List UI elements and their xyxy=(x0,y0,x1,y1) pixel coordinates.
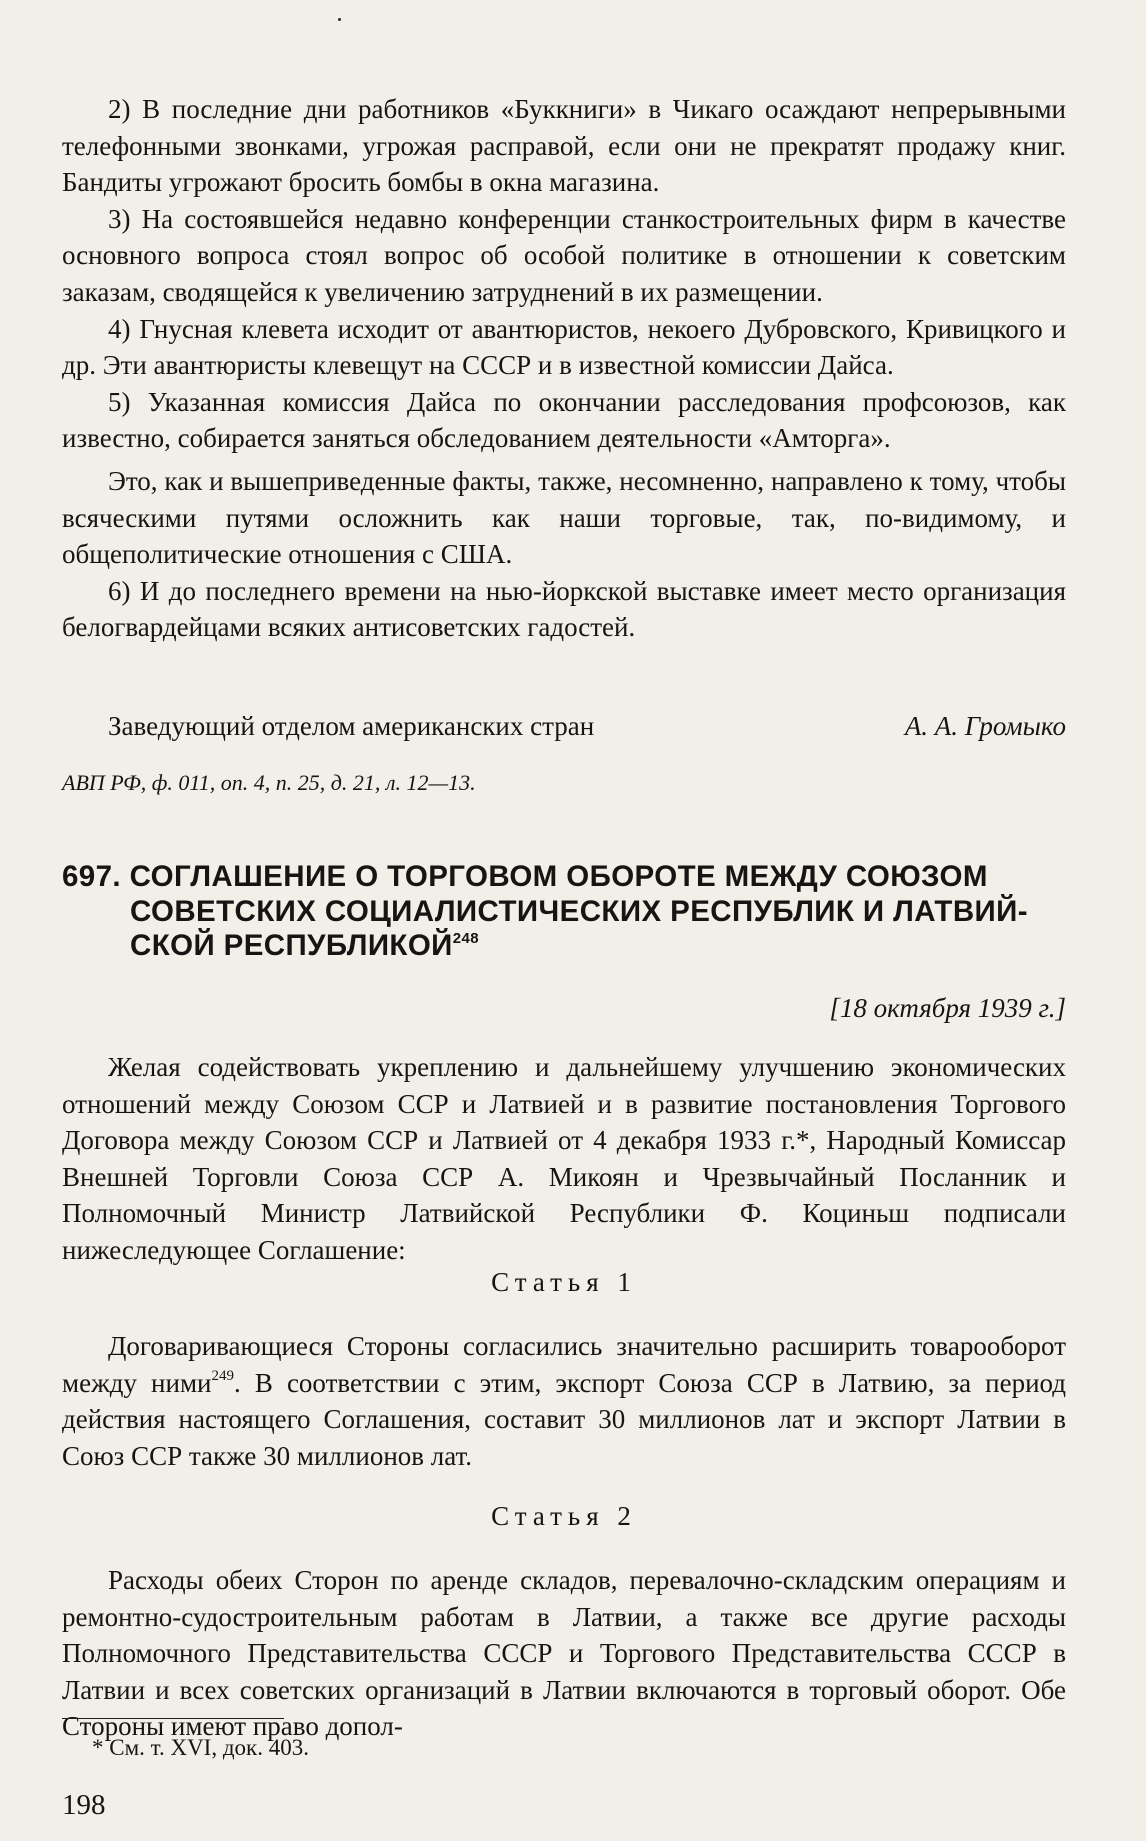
point-2-paragraph: 2) В последние дни работников «Буккниги» в Чикаго осаждают непрерывными телефонными звонками, угрожая расправой, если они не прекратят продажу книг. Бандиты угрожают бросить бомбы в окна магазина. xyxy=(62,94,1066,198)
summary-paragraph: Это, как и вышеприведенные факты, также, несомненно, направлено к тому, чтобы всяческими путями осложнить как наши торговые, так, по-видимому, и общеполитические отношения с США. xyxy=(62,465,1066,570)
footnote: * См. т. XVI, док. 403. xyxy=(92,1735,309,1760)
letter-continuation xyxy=(62,91,1066,646)
article-1-body xyxy=(62,1328,1066,1474)
date-text: [18 октября 1939 г.] xyxy=(829,993,1066,1023)
article-2-title: Статья 2 xyxy=(491,1501,637,1531)
point-5-paragraph: 5) Указанная комиссия Дайса по окончании расследования профсоюзов, как известно, собирается заняться обследованием деятельности «Амторга». xyxy=(62,386,1066,454)
print-speck xyxy=(338,18,341,21)
article-1-text xyxy=(62,1328,1066,1474)
title-line-2: СОВЕТСКИХ СОЦИАЛИСТИЧЕСКИХ РЕСПУБЛИК И ЛАТВИЙ- xyxy=(130,894,1028,928)
signature-position: Заведующий отделом американских стран xyxy=(108,711,595,741)
article-1-text-part-2: . В соответствии с этим, экспорт Союза ССР в Латвию, за период действия настоящего Соглашения, составит 30 миллионов лат и экспорт Латвии в Союз ССР также 30 миллионов лат. xyxy=(62,1367,1066,1471)
point-3-paragraph: 3) На состоявшейся недавно конференции станкостроительных фирм в качестве основного вопроса стоял вопрос об особой политике в отношении к советским заказам, сводящейся к увеличению затруднений в их размещении. xyxy=(62,203,1066,307)
archive-ref-text: АВП РФ, ф. 011, оп. 4, п. 25, д. 21, л. 12—13. xyxy=(62,770,476,795)
archive-reference xyxy=(62,768,1066,798)
document-date xyxy=(62,990,1066,1026)
document-title xyxy=(62,860,1066,964)
signature-block xyxy=(62,708,1066,745)
point-6-paragraph: 6) И до последнего времени на нью-йоркской выставке имеет место организация белогвардейцами всяких антисоветских гадостей. xyxy=(62,575,1066,643)
preamble xyxy=(62,1049,1066,1269)
preamble-text: Желая содействовать укреплению и дальнейшему улучшению экономических отношений между Союзом ССР и Латвией и в развитие постановления Торгового Договора между Союзом ССР и Латвией от 4 декабря 1933 г.*, Народный Комиссар Внешней Торговли Союза ССР А. Микоян и Чрезвычайный Посланник и Полномочный Министр Латвийской Республики Ф. Коциньш подписали нижеследующее Соглашение: xyxy=(62,1052,1066,1265)
signature-name: А. А. Громыко xyxy=(904,711,1066,741)
article-2-text: Расходы обеих Сторон по аренде складов, перевалочно-складским операциям и ремонтно-судостроительным работам в Латвии, а также все другие расходы Полномочного Представительства СССР и Торгового Представительства СССР в Латвии и всех советских организаций в Латвии включаются в торговый оборот. Обе Стороны имеют право допол- xyxy=(62,1565,1066,1742)
article-1-text-part-1: Договаривающиеся Стороны согласились значительно расширить товарооборот между ними xyxy=(62,1331,1066,1398)
article-1-heading xyxy=(62,1264,1066,1300)
title-footnote-ref: 248 xyxy=(452,930,480,947)
article-1-title: Статья 1 xyxy=(491,1267,637,1297)
article-2-heading xyxy=(62,1498,1066,1534)
title-line-1: СОГЛАШЕНИЕ О ТОРГОВОМ ОБОРОТЕ МЕЖДУ СОЮЗОМ xyxy=(129,860,988,893)
page-number: 198 xyxy=(62,1789,106,1821)
footnote-rule xyxy=(62,1718,284,1719)
article-1-footnote-ref: 249 xyxy=(211,1367,234,1384)
title-line-3: СКОЙ РЕСПУБЛИКОЙ xyxy=(130,929,453,962)
point-4-paragraph: 4) Гнусная клевета исходит от авантюристов, некоего Дубровского, Кривицкого и др. Эти авантюристы клевещут на СССР и в известной комиссии Дайса. xyxy=(62,313,1066,381)
document-number: 697. xyxy=(62,860,122,893)
